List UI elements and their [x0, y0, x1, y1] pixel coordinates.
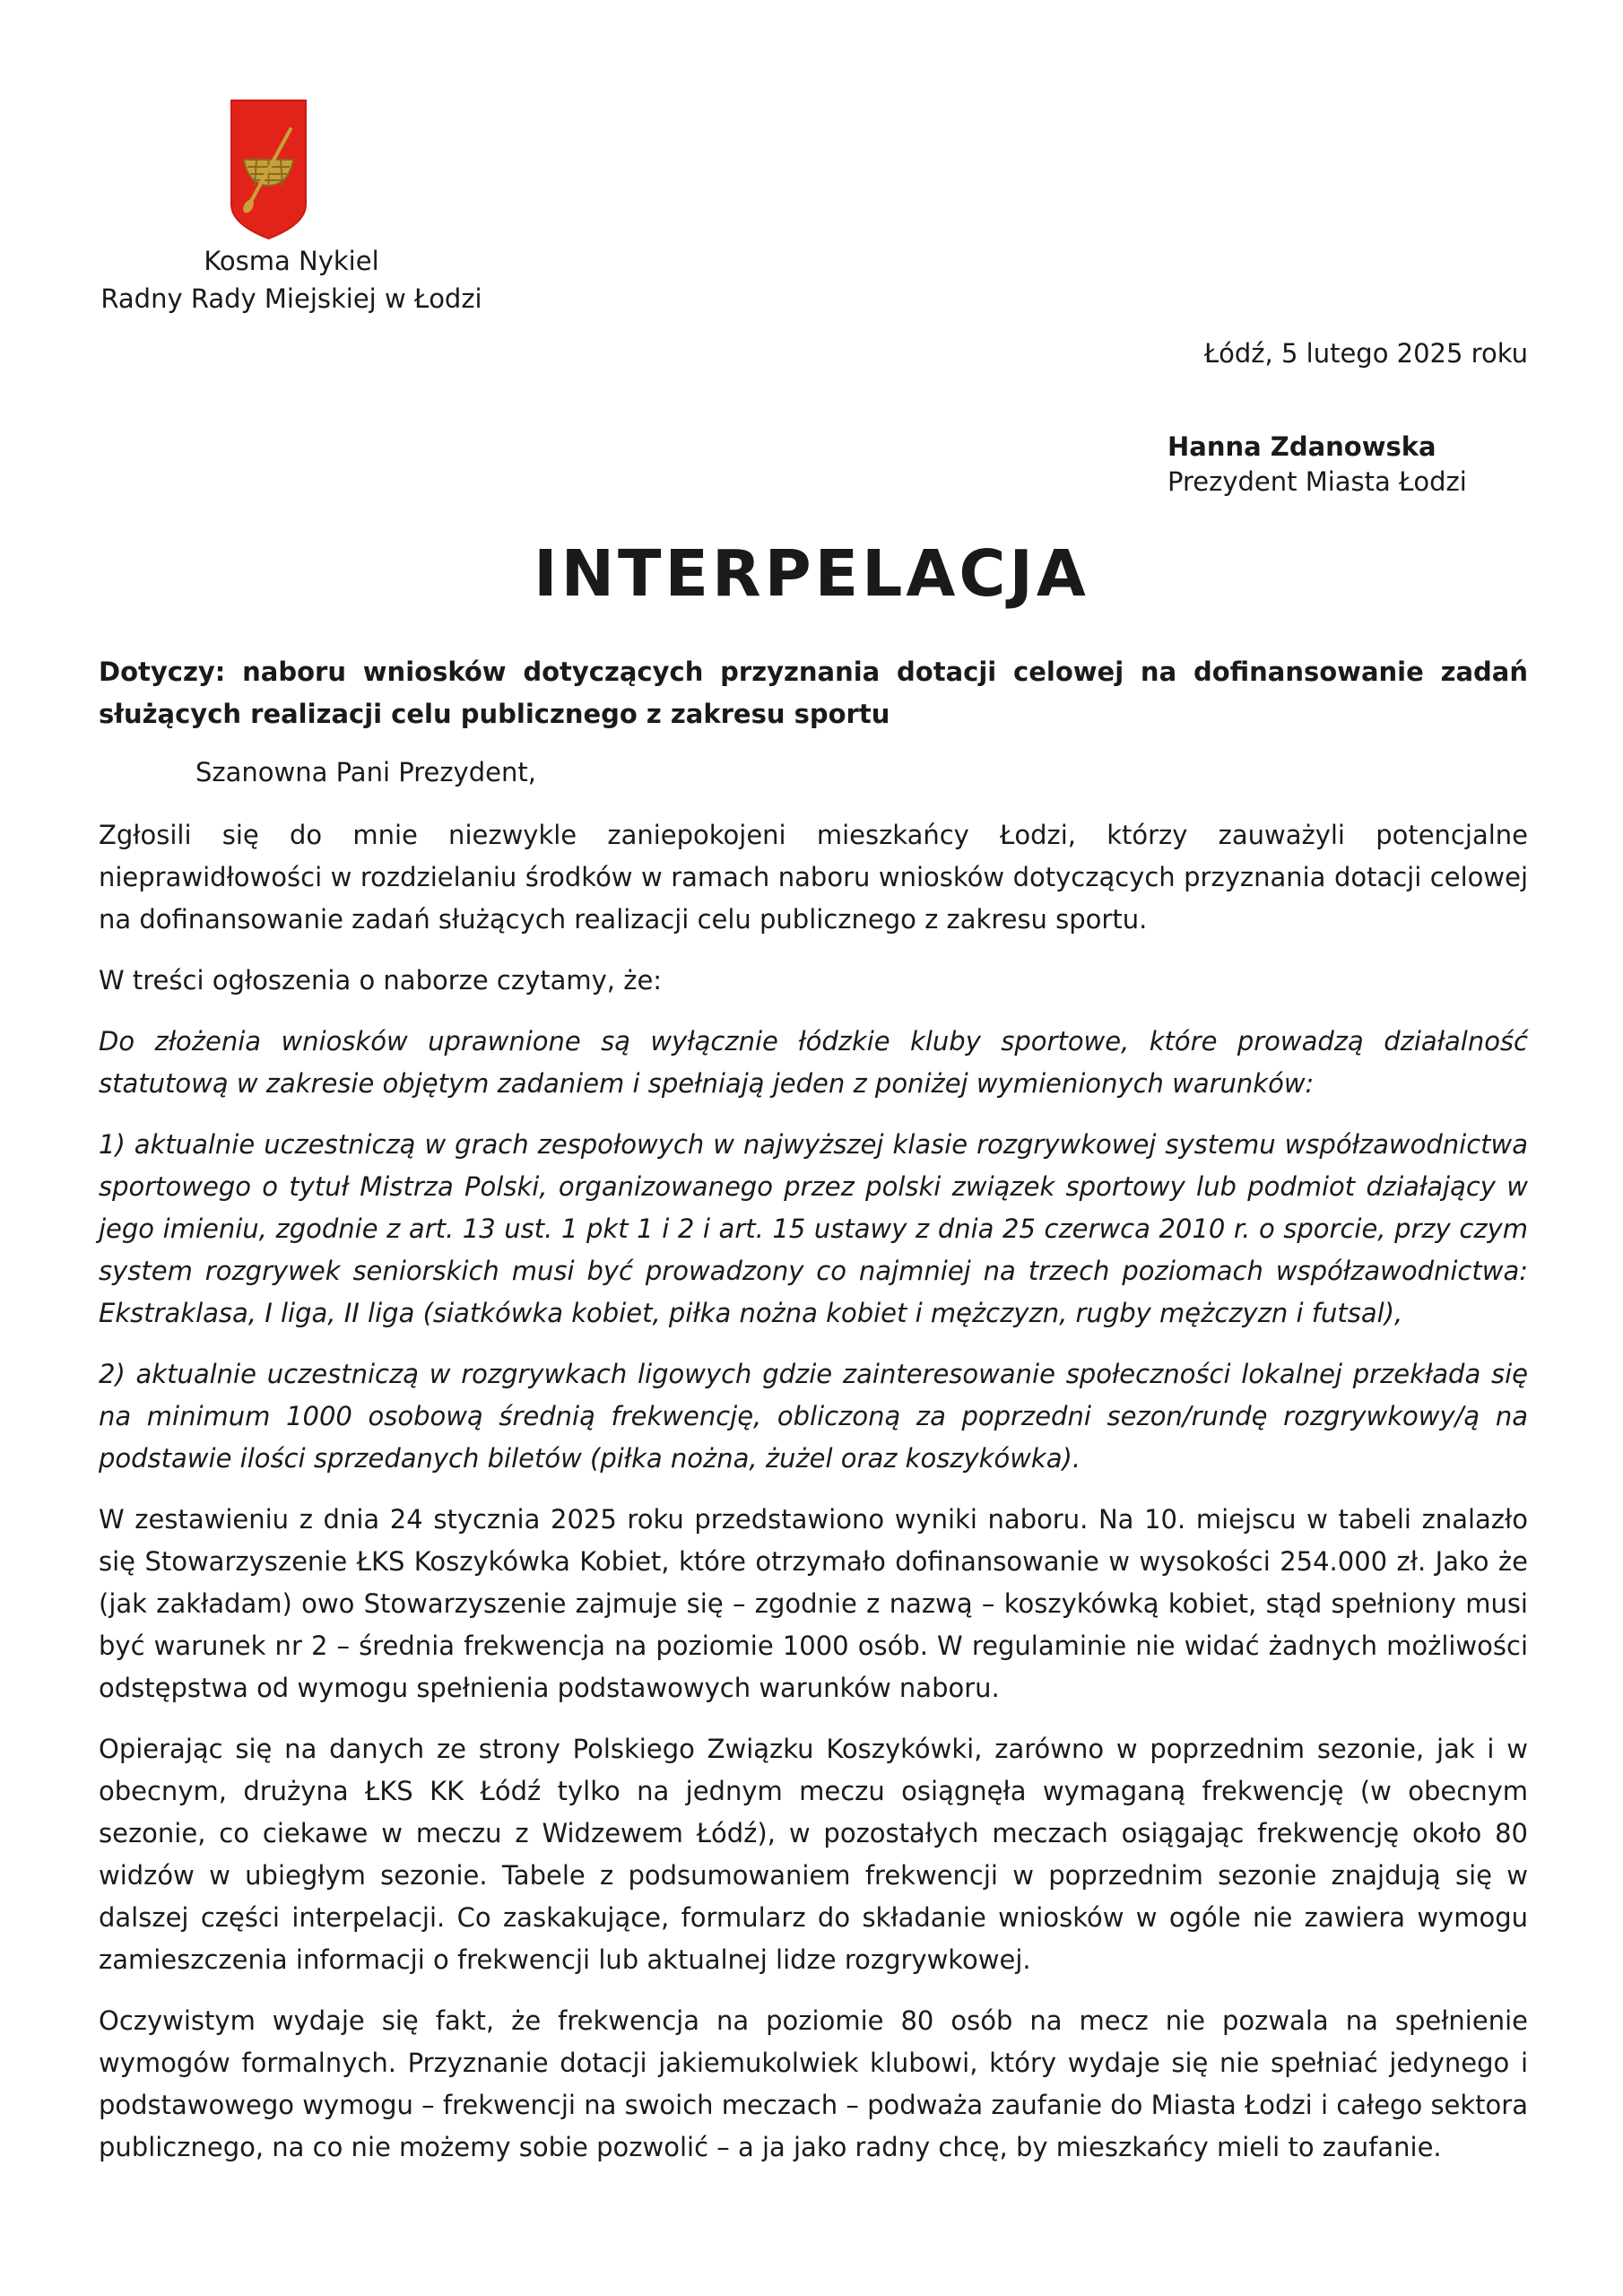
quote-condition-2: 2) aktualnie uczestniczą w rozgrywkach ligowych gdzie zainteresowanie społeczności lokalnej przekłada się na minimum 1000 osobową średnią frekwencję, obliczoną za poprzedni sezon/rundę rozgrywkowy/ą na podstawie ilości sprzedanych biletów (piłka nożna, żużel oraz koszykówka). [99, 1359, 1528, 1474]
recipient-block [1167, 430, 1467, 500]
greeting: Szanowna Pani Prezydent, [195, 757, 536, 787]
paragraph-results: W zestawieniu z dnia 24 stycznia 2025 roku przedstawiono wyniki naboru. Na 10. miejscu w tabeli znalazło się Stowarzyszenie ŁKS Koszykówka Kobiet, które otrzymało dofinansowanie w wysokości 254.000 zł. Jako że (jak zakładam) owo Stowarzyszenie zajmuje się – zgodnie z nazwą – koszykówką kobiet, stąd spełniony musi być warunek nr 2 – średnia frekwencja na poziomie 1000 osób. W regulaminie nie widać żadnych możliwości odstępstwa od wymogu spełnienia podstawowych warunków naboru. [99, 1504, 1528, 1703]
recipient-role: Prezydent Miasta Łodzi [1167, 466, 1467, 497]
recipient-name: Hanna Zdanowska [1167, 431, 1436, 462]
paragraph-conclusion: Oczywistym wydaje się fakt, że frekwencja na poziomie 80 osób na mecz nie pozwala na spełnienie wymogów formalnych. Przyznanie dotacji jakiemukolwiek klubowi, który wydaje się nie spełniać jedynego i podstawowego wymogu – frekwencji na swoich meczach – podważa zaufanie do Miasta Łodzi i całego sektora publicznego, na co nie możemy sobie pozwolić – a ja jako radny chcę, by mieszkańcy mieli to zaufanie. [99, 2005, 1528, 2162]
document-content [99, 651, 1528, 2187]
sender-name: Kosma Nykiel [204, 246, 379, 276]
lodz-coat-of-arms-icon [230, 99, 308, 240]
paragraph-quote-intro: W treści ogłoszenia o naborze czytamy, że: [99, 965, 663, 996]
paragraph-attendance: Opierając się na danych ze strony Polskiego Związku Koszykówki, zarówno w poprzednim sezonie, jak i w obecnym, drużyna ŁKS KK Łódź tylko na jednym meczu osiągnęła wymaganą frekwencję (w obecnym sezonie, co ciekawe w meczu z Widzewem Łódź), w pozostałych meczach osiągając frekwencję około 80 widzów w ubiegłym sezonie. Tabele z podsumowaniem frekwencji w poprzednim sezonie znajdują się w dalszej części interpelacji. Co zaskakujące, formularz do składanie wniosków w ogóle nie zawiera wymogu zamieszczenia informacji o frekwencji lub aktualnej lidze rozgrywkowej. [99, 1734, 1528, 1975]
document-title: INTERPELACJA [534, 536, 1089, 611]
subject-line: Dotyczy: naboru wniosków dotyczących przyznania dotacji celowej na dofinansowanie zadań służących realizacji celu publicznego z zakresu sportu [99, 657, 1528, 729]
paragraph-intro: Zgłosili się do mnie niezwykle zaniepokojeni mieszkańcy Łodzi, którzy zauważyli potencjalne nieprawidłowości w rozdzielaniu środków w ramach naboru wniosków dotyczących przyznania dotacji celowej na dofinansowanie zadań służących realizacji celu publicznego z zakresu sportu. [99, 820, 1528, 935]
document-date: Łódź, 5 lutego 2025 roku [1203, 338, 1528, 369]
sender-role: Radny Rady Miejskiej w Łodzi [100, 283, 482, 314]
quote-eligibility: Do złożenia wniosków uprawnione są wyłącznie łódzkie kluby sportowe, które prowadzą działalność statutową w zakresie objętym zadaniem i spełniają jeden z poniżej wymienionych warunków: [99, 1026, 1528, 1099]
quote-condition-1: 1) aktualnie uczestniczą w grach zespołowych w najwyższej klasie rozgrywkowej systemu współzawodnictwa sportowego o tytuł Mistrza Polski, organizowanego przez polski związek sportowy lub podmiot działający w jego imieniu, zgodnie z art. 13 ust. 1 pkt 1 i 2 i art. 15 ustawy z dnia 25 czerwca 2010 r. o sporcie, przy czym system rozgrywek seniorskich musi być prowadzony co najmniej na trzech poziomach współzawodnictwa: Ekstraklasa, I liga, II liga (siatkówka kobiet, piłka nożna kobiet i mężczyzn, rugby mężczyzn i futsal), [99, 1129, 1528, 1328]
sender-block [99, 242, 484, 317]
